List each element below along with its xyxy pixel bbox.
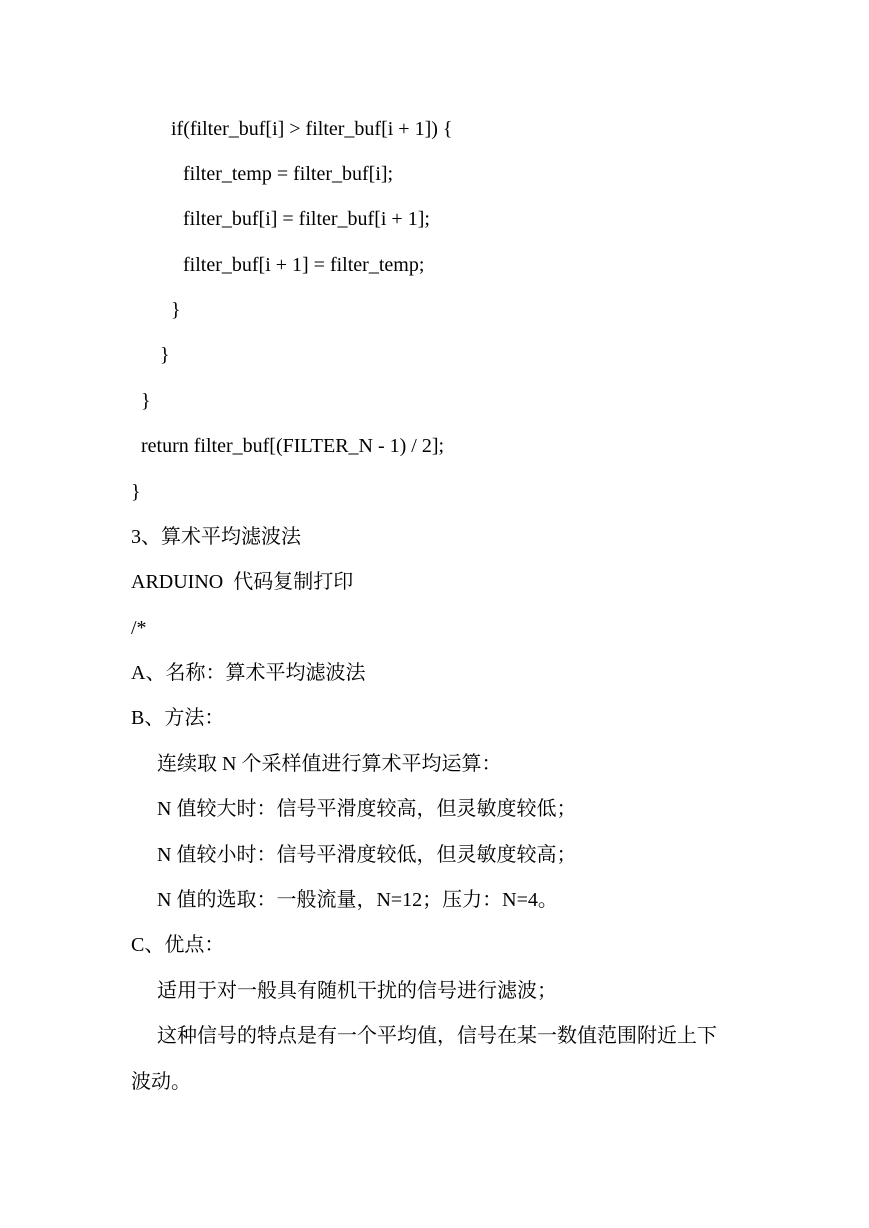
advantage-line: 这种信号的特点是有一个平均值，信号在某一数值范围附近上下 <box>157 1025 717 1047</box>
code-line-swap-assign: filter_buf[i] = filter_buf[i + 1]; <box>183 208 430 230</box>
advantage-line: 适用于对一般具有随机干扰的信号进行滤波； <box>157 980 557 1002</box>
method-line: N 值较小时：信号平滑度较低，但灵敏度较高； <box>157 844 577 866</box>
method-line: N 值较大时：信号平滑度较高，但灵敏度较低； <box>157 798 577 820</box>
advantage-line: 波动。 <box>131 1071 191 1093</box>
code-line-close-function: } <box>131 481 141 503</box>
method-title: B、方法： <box>131 707 225 729</box>
method-line: 连续取 N 个采样值进行算术平均运算： <box>157 753 502 775</box>
code-line-temp-restore: filter_buf[i + 1] = filter_temp; <box>183 254 425 276</box>
method-line: N 值的选取：一般流量，N=12；压力：N=4。 <box>157 889 558 911</box>
code-line-close-outer-loop: } <box>141 390 151 412</box>
code-line-close-inner-loop: } <box>160 344 170 366</box>
section-heading: 3、算术平均滤波法 <box>131 526 301 548</box>
code-line-temp-assign: filter_temp = filter_buf[i]; <box>183 163 394 185</box>
code-line-close-if: } <box>171 299 181 321</box>
code-line-return: return filter_buf[(FILTER_N - 1) / 2]; <box>141 435 445 457</box>
advantages-title: C、优点： <box>131 934 225 956</box>
code-label: ARDUINO 代码复制打印 <box>131 571 354 593</box>
code-line-if: if(filter_buf[i] > filter_buf[i + 1]) { <box>171 118 453 140</box>
name-line: A、名称：算术平均滤波法 <box>131 662 366 684</box>
comment-open: /* <box>131 617 147 639</box>
